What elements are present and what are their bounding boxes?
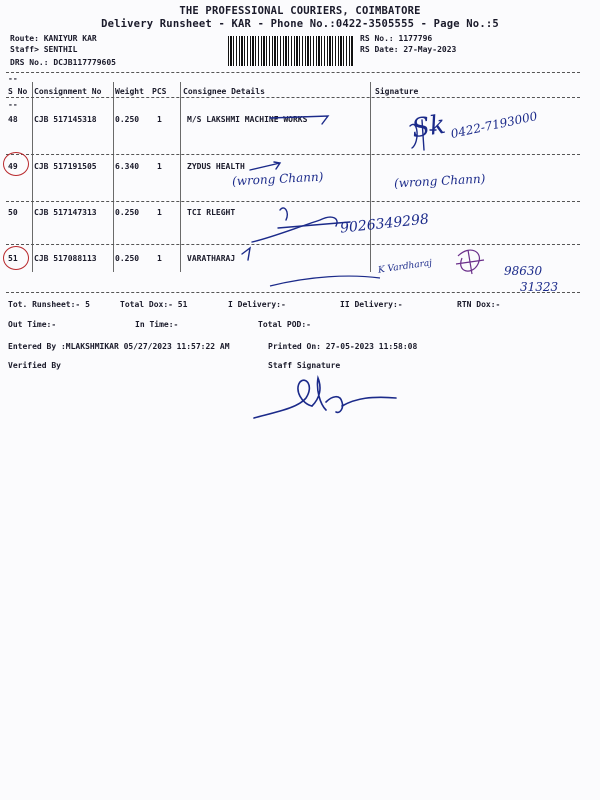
red-circle-mark xyxy=(3,246,29,270)
row-pcs: 1 xyxy=(157,162,162,171)
row-pcs: 1 xyxy=(157,208,162,217)
handwritten-phone-48: 0422-7193000 xyxy=(449,108,539,142)
row-sno: 50 xyxy=(8,208,18,217)
handwritten-phone-50: 9026349298 xyxy=(339,211,430,237)
verified-by: Verified By xyxy=(8,361,61,370)
red-circle-mark xyxy=(3,152,29,176)
divider xyxy=(6,97,580,98)
in-time: In Time:- xyxy=(135,320,179,329)
handwritten-note-49b: (wrong Chann) xyxy=(393,171,486,191)
divider xyxy=(6,292,580,293)
entered-by: Entered By :MLAKSHMIKAR 05/27/2023 11:57:22 AM xyxy=(8,342,230,351)
printed-on: Printed On: 27-05-2023 11:58:08 xyxy=(268,342,418,351)
ii-delivery: II Delivery:- xyxy=(340,300,403,309)
barcode xyxy=(228,36,354,66)
divider-dots: -- xyxy=(8,74,18,83)
col-header-consignment: Consignment No xyxy=(34,87,102,96)
total-runsheet: Tot. Runsheet:- 5 xyxy=(8,300,90,309)
row-consignee: VARATHARAJ xyxy=(187,254,236,263)
row-consignee: M/S LAKSHMI MACHINE WORKS xyxy=(187,115,308,124)
staff-signature-icon xyxy=(246,368,406,428)
row-consignee: TCI RLEGHT xyxy=(187,208,236,217)
row-sno: 49 xyxy=(8,162,18,171)
i-delivery: I Delivery:- xyxy=(228,300,286,309)
runsheet-subtitle: Delivery Runsheet - KAR - Phone No.:0422-3505555 - Page No.:5 xyxy=(101,18,499,30)
row-consignment: CJB 517088113 xyxy=(34,254,97,263)
company-title: THE PROFESSIONAL COURIERS, COIMBATORE xyxy=(179,5,421,17)
divider-dots: -- xyxy=(8,100,18,109)
col-header-signature: Signature xyxy=(375,87,419,96)
col-header-weight: Weight xyxy=(115,87,144,96)
col-header-consignee: Consignee Details xyxy=(183,87,265,96)
handwritten-name-51: K Vardharaj xyxy=(377,258,433,276)
row-weight: 0.250 xyxy=(115,208,140,217)
handwritten-note-49a: (wrong Chann) xyxy=(231,169,324,189)
drs-number: DRS No.: DCJB117779605 xyxy=(10,58,116,67)
row-consignment: CJB 517147313 xyxy=(34,208,97,217)
row-weight: 6.340 xyxy=(115,162,140,171)
row-consignment: CJB 517145318 xyxy=(34,115,97,124)
out-time: Out Time:- xyxy=(8,320,57,329)
row-sno: 51 xyxy=(8,254,18,263)
col-header-sno: S No xyxy=(8,87,28,96)
route-label: Route: KANIYUR KAR xyxy=(10,34,97,43)
col-header-pcs: PCS xyxy=(152,87,167,96)
handwritten-initials: Sk xyxy=(410,109,448,145)
row-consignment: CJB 517191505 xyxy=(34,162,97,171)
handwritten-number-51a: 98630 xyxy=(504,264,543,278)
handwritten-number-51b: 31323 xyxy=(520,280,559,294)
rs-date: RS Date: 27-May-2023 xyxy=(360,45,457,54)
row-weight: 0.250 xyxy=(115,115,140,124)
row-weight: 0.250 xyxy=(115,254,140,263)
staff-label: Staff> SENTHIL xyxy=(10,45,78,54)
rs-number: RS No.: 1177796 xyxy=(360,34,433,43)
divider xyxy=(6,72,580,73)
total-pod: Total POD:- xyxy=(258,320,311,329)
row-pcs: 1 xyxy=(157,254,162,263)
row-pcs: 1 xyxy=(157,115,162,124)
staff-signature-label: Staff Signature xyxy=(268,361,341,370)
row-consignee: ZYDUS HEALTH xyxy=(187,162,245,171)
rtn-dox: RTN Dox:- xyxy=(457,300,501,309)
total-dox: Total Dox:- 51 xyxy=(120,300,188,309)
row-sno: 48 xyxy=(8,115,18,124)
